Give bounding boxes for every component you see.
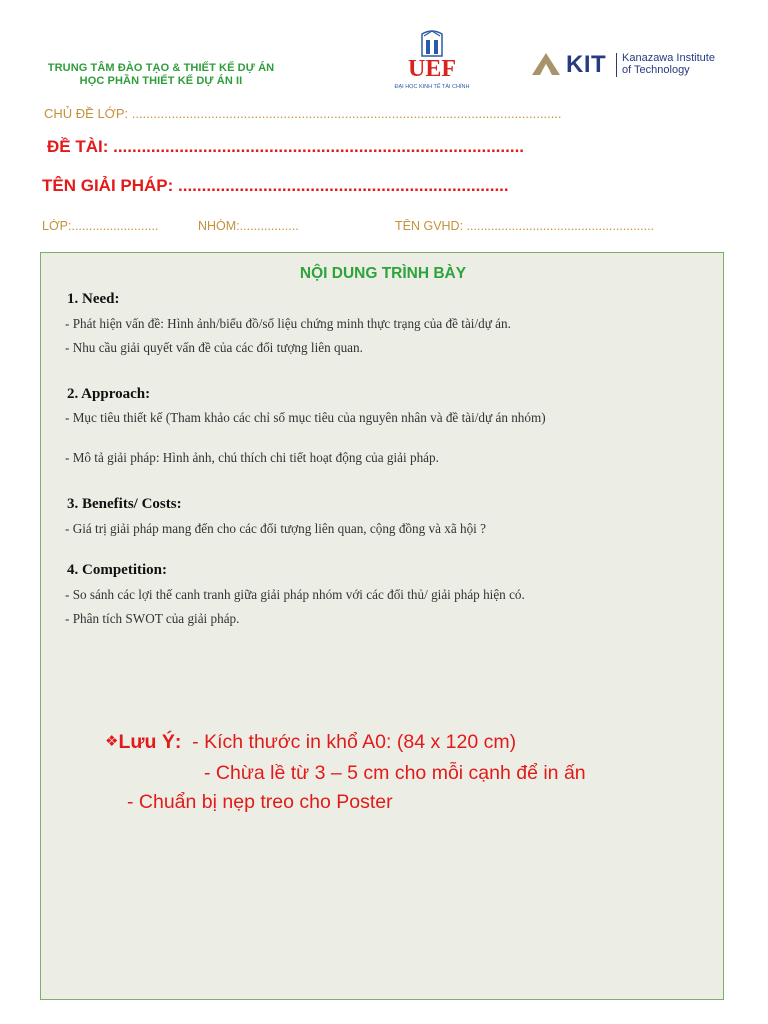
group-field: NHÓM:................. xyxy=(198,219,299,233)
note-line3: - Chuẩn bị nẹp treo cho Poster xyxy=(127,791,393,813)
section-competition-title: 4. Competition: xyxy=(67,562,167,578)
content-box xyxy=(40,252,724,1000)
kit-logo-text: KIT xyxy=(566,51,607,78)
section-competition-line: - Phân tích SWOT của giải pháp. xyxy=(65,611,240,626)
kit-emblem-icon xyxy=(530,50,562,80)
class-topic-field: CHỦ ĐỀ LỚP: ....................................................................................................................... xyxy=(44,106,562,121)
center-name xyxy=(30,62,292,88)
section-benefits-title: 3. Benefits/ Costs: xyxy=(67,496,182,512)
diamond-bullet-icon: ❖ xyxy=(105,733,119,750)
class-field: LỚP:......................... xyxy=(42,219,159,233)
note-line1 xyxy=(105,731,516,754)
course-name-line2: HỌC PHẦN THIẾT KẾ DỰ ÁN II xyxy=(79,75,243,87)
instructor-field: TÊN GVHD: ...................................................... xyxy=(395,219,655,233)
kit-name-line2: of Technology xyxy=(622,64,690,76)
kit-name-line1: Kanazawa Institute xyxy=(622,52,715,64)
uef-logo-subtitle: ĐẠI HỌC KINH TẾ TÀI CHÍNH xyxy=(394,84,470,90)
uef-logo xyxy=(384,30,480,94)
kit-logo xyxy=(530,50,730,80)
kit-full-name xyxy=(622,52,715,76)
section-need-title: 1. Need: xyxy=(67,291,120,307)
center-name-line1: TRUNG TÂM ĐÀO TẠO & THIẾT KẾ DỰ ÁN xyxy=(47,62,275,74)
section-approach-title: 2. Approach: xyxy=(67,386,151,402)
content-title: NỘI DUNG TRÌNH BÀY xyxy=(299,265,467,282)
section-competition-line: - So sánh các lợi thế canh tranh giữa giải pháp nhóm với các đối thủ/ giải pháp hiện có. xyxy=(65,587,525,602)
note-label: Lưu Ý: xyxy=(118,731,182,753)
note-line2: - Chừa lề từ 3 – 5 cm cho mỗi cạnh để in ấn xyxy=(204,762,586,784)
section-need-line: - Phát hiện vấn đề: Hình ảnh/biểu đồ/số liệu chứng minh thực trạng của đề tài/dự án. xyxy=(65,316,511,331)
note-text: - Kích thước in khổ A0: (84 x 120 cm) xyxy=(192,731,517,753)
section-approach-line: - Mục tiêu thiết kế (Tham khảo các chỉ số mục tiêu của nguyên nhân và đề tài/dự án nhóm) xyxy=(65,410,546,425)
solution-name-field: TÊN GIẢI PHÁP: ...................................................................... xyxy=(42,176,509,195)
section-need-line: - Nhu cầu giải quyết vấn đề của các đối tượng liên quan. xyxy=(65,340,363,355)
section-benefits-line: - Giá trị giải pháp mang đến cho các đối tượng liên quan, cộng đồng và xã hội ? xyxy=(65,521,486,536)
topic-field: ĐỀ TÀI: ....................................................................................... xyxy=(47,137,525,156)
uef-logo-text: UEF xyxy=(408,56,456,82)
kit-divider xyxy=(616,53,617,77)
section-approach-line: - Mô tả giải pháp: Hình ảnh, chú thích chi tiết hoạt động của giải pháp. xyxy=(65,450,439,465)
